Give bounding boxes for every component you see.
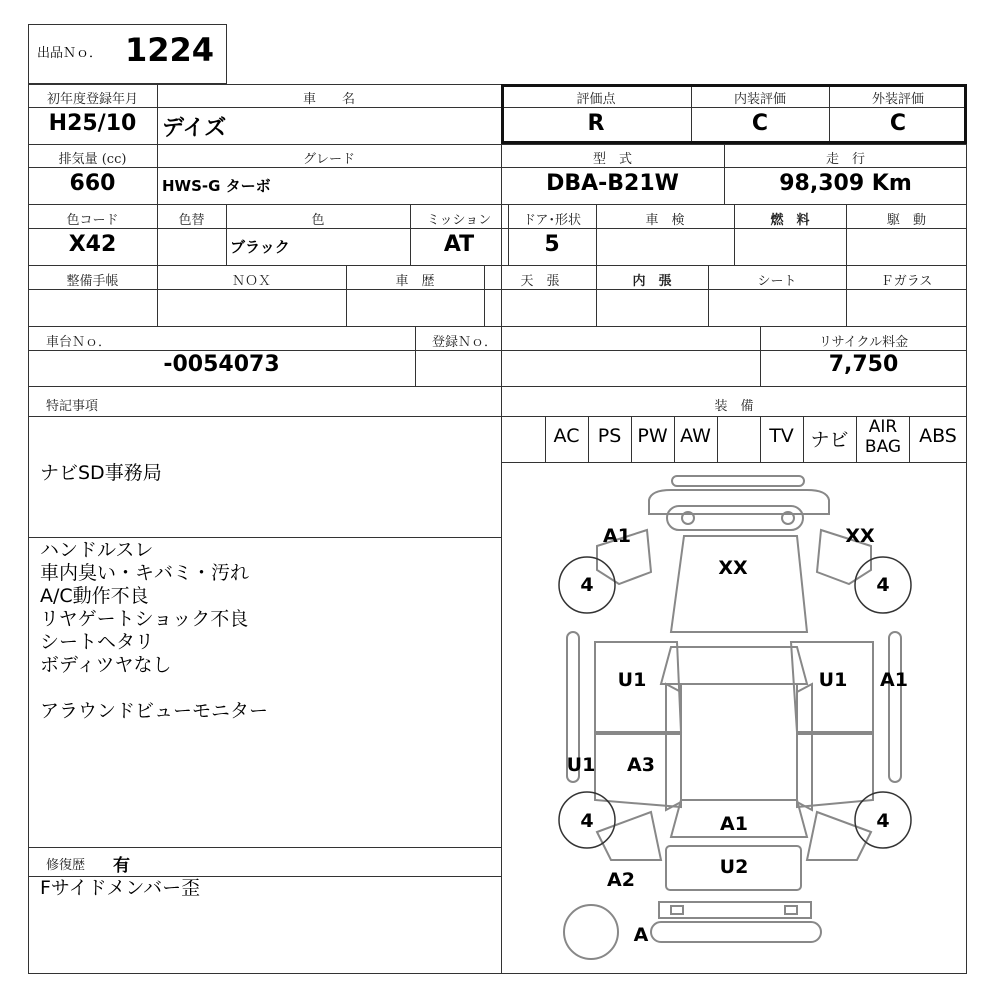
equipment-label: 装 備	[714, 399, 754, 414]
fuel-label: 燃 料	[770, 213, 810, 228]
repair-label: 修復歴	[46, 858, 86, 873]
mileage-label: 走 行	[825, 152, 865, 167]
door-value: 5	[544, 232, 560, 257]
note-line: リヤゲートショック不良	[40, 608, 249, 630]
note-line: 車内臭い・キバミ・汚れ	[40, 562, 250, 584]
repair-detail: Fサイドメンバー歪	[40, 877, 201, 899]
mark-left-rear: U1	[566, 754, 596, 776]
exterior-value: C	[889, 111, 907, 136]
equip-tv: TV	[769, 425, 794, 447]
mark-front-right: XX	[845, 525, 875, 547]
lot-number: 1224	[125, 31, 215, 69]
roof-label: 天 張	[520, 274, 560, 289]
equip-pw: PW	[637, 425, 668, 447]
mark-rear-left: A2	[607, 869, 635, 891]
mark-front-left: A1	[603, 525, 631, 547]
car-name-value: デイズ	[162, 116, 227, 141]
displacement-label: 排気量 (cc)	[58, 152, 127, 167]
mission-label: ミッション	[426, 213, 492, 228]
lot-box	[28, 24, 227, 84]
score-value: R	[587, 111, 605, 136]
mileage-value: 98,309 Km	[779, 171, 912, 196]
interior-value: C	[751, 111, 769, 136]
mark-right-side: A1	[880, 669, 908, 691]
chassis-label: 車台Ｎｏ．	[46, 335, 112, 350]
note-line: ボディツヤなし	[40, 654, 172, 676]
nox-label: ＮＯＸ	[231, 274, 271, 289]
grade-value: HWS-G ターボ	[162, 177, 271, 195]
drive-label: 駆 動	[886, 213, 926, 228]
mark-hood: XX	[718, 557, 748, 579]
first-reg-label: 初年度登録年月	[46, 92, 138, 107]
mark-right-front-door: U1	[818, 669, 848, 691]
door-label: ドア･形状	[522, 213, 582, 228]
score-label: 評価点	[576, 92, 616, 107]
color-value: ブラック	[230, 238, 290, 256]
mark-left-front-door: U1	[617, 669, 647, 691]
equip-ac: AC	[553, 425, 580, 447]
inspection-label: 車 検	[645, 213, 685, 228]
mark-rear-roof: A1	[720, 813, 748, 835]
interior-trim-label: 内 張	[632, 274, 672, 289]
equip-navi: ナビ	[810, 429, 849, 451]
note-line: A/C動作不良	[40, 585, 149, 607]
equip-aw: AW	[680, 425, 711, 447]
color-code-value: X42	[68, 232, 117, 257]
glass-label: Ｆガラス	[880, 274, 933, 289]
maintenance-label: 整備手帳	[66, 274, 119, 289]
repair-value: 有	[113, 856, 130, 876]
color-label: 色	[311, 213, 325, 228]
chassis-value: -0054073	[163, 352, 280, 377]
mark-trunk: U2	[719, 856, 749, 878]
mark-tire-fl: 4	[580, 574, 594, 596]
first-reg-value: H25/10	[48, 111, 137, 136]
history-label: 車 歴	[395, 274, 435, 289]
interior-label: 内装評価	[733, 92, 786, 107]
mark-spare: A	[633, 924, 649, 946]
mark-left-rear-door: A3	[627, 754, 655, 776]
special-main: ナビSD事務局	[40, 462, 162, 484]
car-name-label: 車 名	[302, 92, 355, 107]
car-diagram	[501, 462, 967, 974]
model-value: DBA-B21W	[546, 171, 679, 196]
mark-tire-rr: 4	[876, 810, 890, 832]
mark-tire-fr: 4	[876, 574, 890, 596]
note-line: アラウンドビューモニター	[40, 700, 269, 722]
color-code-label: 色コード	[66, 213, 119, 228]
equip-airbag: AIR BAG	[864, 417, 902, 457]
lot-label: 出品Ｎｏ．	[37, 46, 103, 61]
mission-value: AT	[443, 232, 475, 257]
note-line: ハンドルスレ	[40, 539, 154, 561]
displacement-value: 660	[69, 171, 116, 196]
grade-label: グレード	[302, 152, 355, 167]
mark-tire-rl: 4	[580, 810, 594, 832]
equip-abs: ABS	[919, 425, 957, 447]
model-label: 型 式	[592, 152, 632, 167]
registration-label: 登録Ｎｏ．	[432, 335, 498, 350]
note-line: シートヘタリ	[40, 631, 155, 653]
exterior-label: 外装評価	[871, 92, 924, 107]
note-line	[40, 677, 268, 700]
recycle-label: リサイクル料金	[818, 335, 909, 350]
recycle-value: 7,750	[828, 352, 899, 377]
special-label: 特記事項	[46, 399, 99, 414]
seat-label: シート	[757, 274, 797, 289]
notes-list	[40, 539, 268, 723]
equip-ps: PS	[597, 425, 622, 447]
repaint-label: 色替	[178, 213, 205, 228]
